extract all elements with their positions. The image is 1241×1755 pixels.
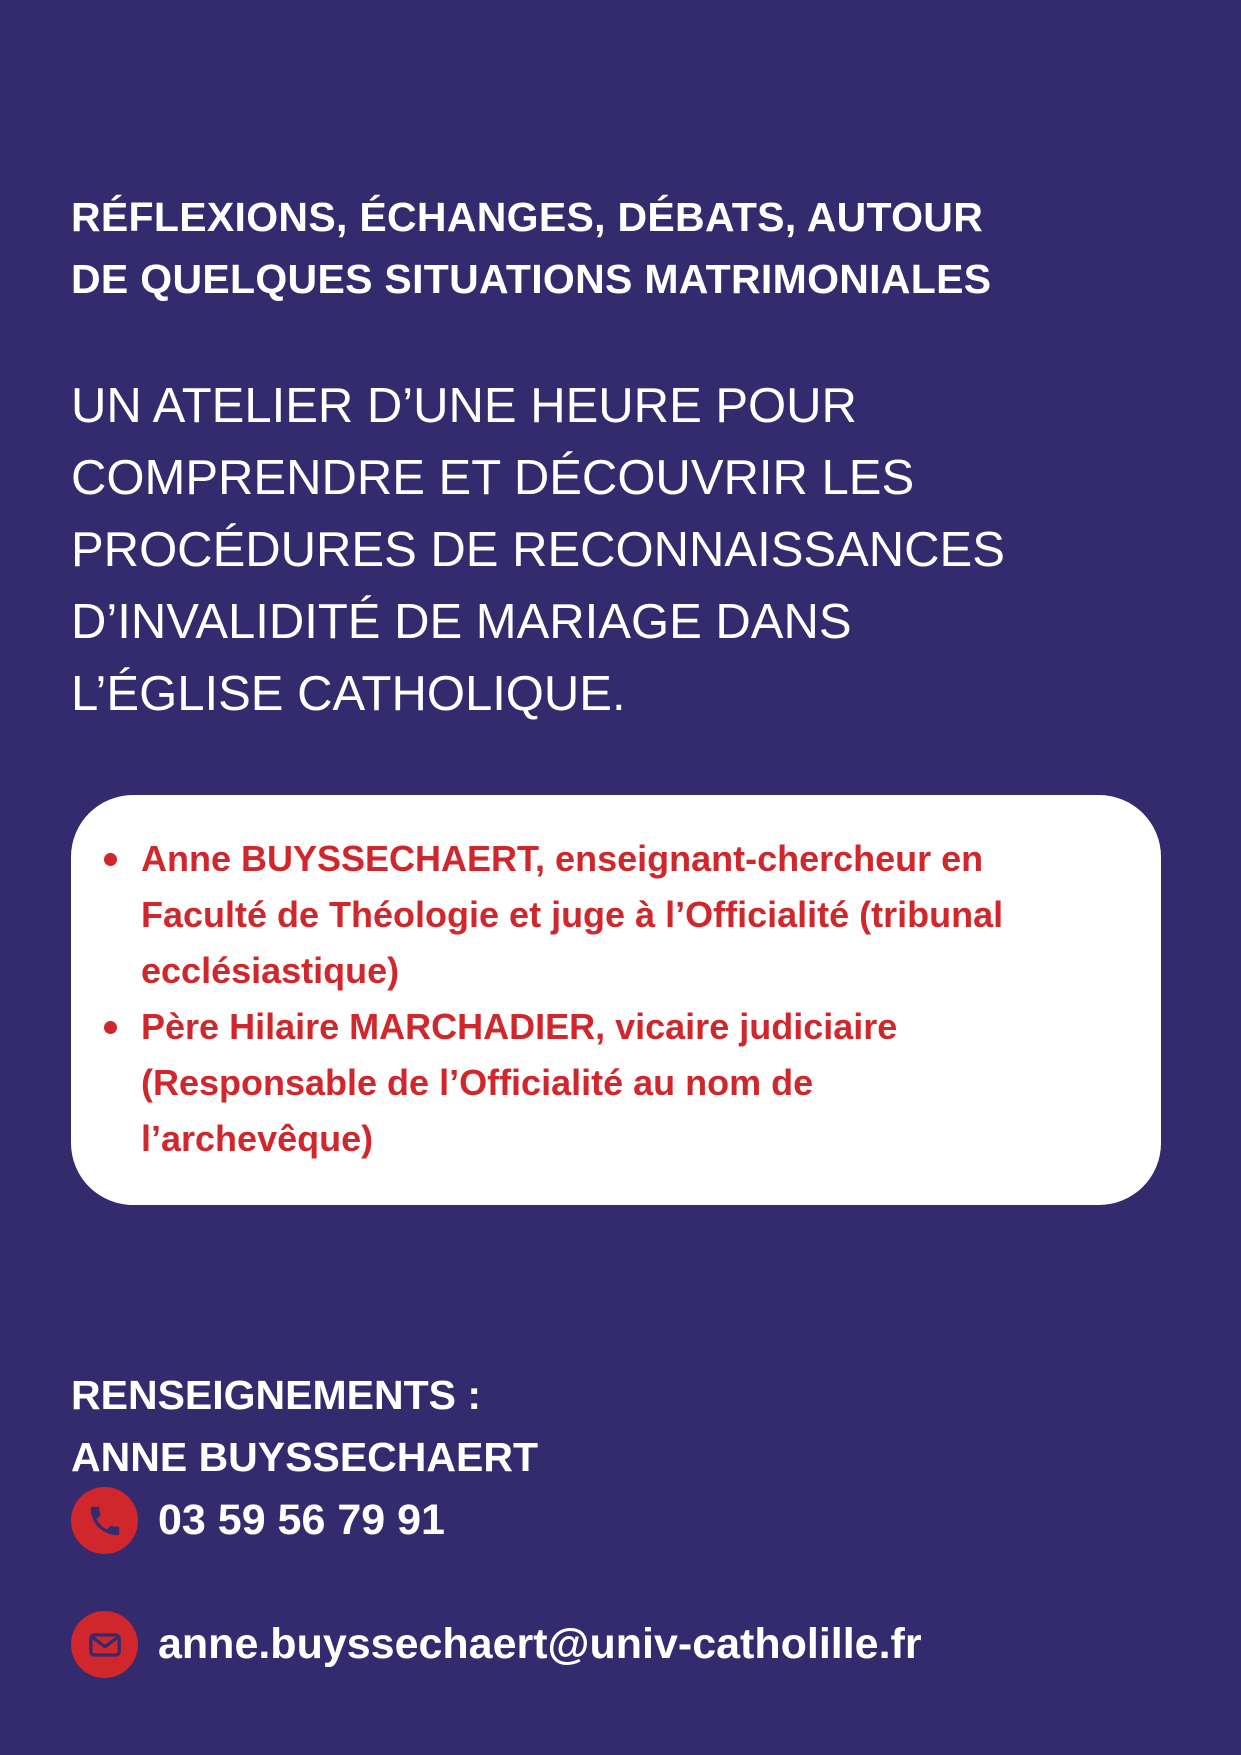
- speaker-line: l’archevêque): [141, 1118, 374, 1159]
- headline-line: DE QUELQUES SITUATIONS MATRIMONIALES: [71, 256, 992, 302]
- lead-text: [71, 370, 1181, 730]
- phone-row[interactable]: [71, 1487, 445, 1554]
- speaker-line: Faculté de Théologie et juge à l’Officialité (tribunal: [141, 894, 1004, 935]
- headline-line: RÉFLEXIONS, ÉCHANGES, DÉBATS, AUTOUR: [71, 194, 984, 240]
- speaker-item: [71, 831, 1131, 999]
- email-link[interactable]: anne.buyssechaert@univ-catholille.fr: [158, 1620, 922, 1668]
- speakers-list: [71, 831, 1131, 1167]
- speakers-card: [71, 795, 1161, 1205]
- lead-line: COMPRENDRE ET DÉCOUVRIR LES: [71, 451, 915, 505]
- speaker-line: (Responsable de l’Officialité au nom de: [141, 1062, 814, 1103]
- phone-icon: [71, 1487, 138, 1554]
- lead-line: L’ÉGLISE CATHOLIQUE.: [71, 667, 626, 721]
- email-row[interactable]: [71, 1611, 922, 1678]
- bullet-icon: [104, 1021, 117, 1034]
- speaker-line: Anne BUYSSECHAERT, enseignant-chercheur en: [141, 838, 984, 879]
- contact-heading-line: ANNE BUYSSECHAERT: [71, 1434, 538, 1480]
- bullet-icon: [104, 853, 117, 866]
- phone-link[interactable]: 03 59 56 79 91: [158, 1496, 445, 1544]
- contact-heading: [71, 1364, 538, 1488]
- contact-heading-line: RENSEIGNEMENTS :: [71, 1372, 482, 1418]
- lead-line: PROCÉDURES DE RECONNAISSANCES: [71, 523, 1005, 577]
- headline: [71, 186, 1181, 310]
- speaker-line: Père Hilaire MARCHADIER, vicaire judiciaire: [141, 1006, 898, 1047]
- lead-line: D’INVALIDITÉ DE MARIAGE DANS: [71, 595, 852, 649]
- speaker-item: [71, 999, 1131, 1167]
- mail-icon: [71, 1611, 138, 1678]
- lead-line: UN ATELIER D’UNE HEURE POUR: [71, 379, 857, 433]
- speaker-line: ecclésiastique): [141, 950, 400, 991]
